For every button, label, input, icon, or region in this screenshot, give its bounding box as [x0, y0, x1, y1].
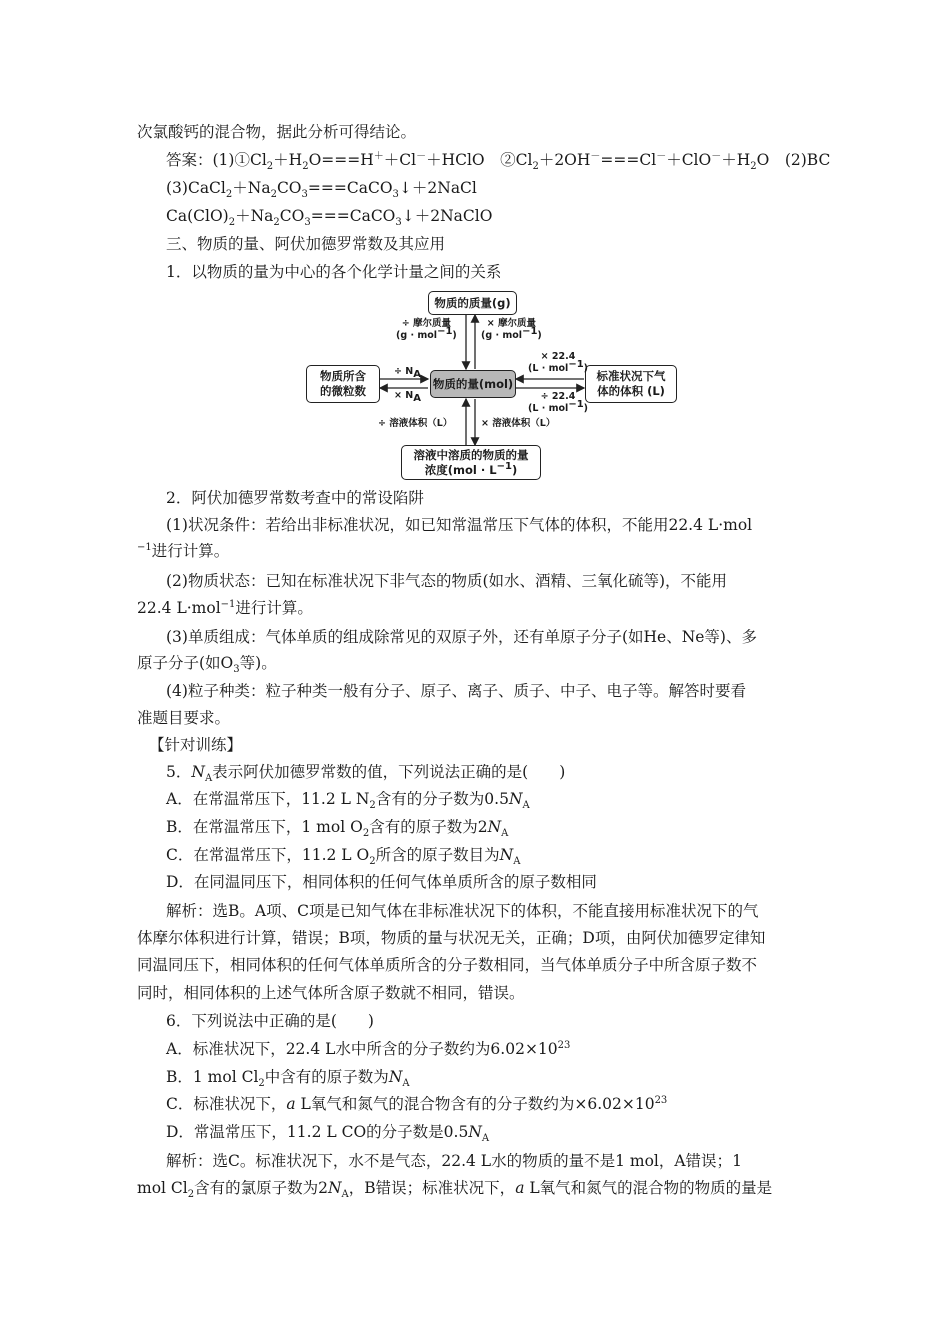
para-1a: (1)状况条件：若给出非标准状况，如已知常温常压下气体的体积，不能用22.4 L·mol	[166, 516, 753, 534]
concentration-label-2: 浓度$(mol \cdot L^{-1})$	[424, 460, 518, 477]
gas-volume-box	[585, 365, 677, 403]
q6-option-b: B．1 mol $Cl_2$中含有的原子数为$N_A$	[166, 1068, 410, 1090]
mass-box	[428, 291, 517, 315]
label-mul-na: × $N_A$	[394, 390, 421, 404]
amount-label: 物质的量(mol)	[432, 376, 514, 391]
gas-volume-label-2: 体的体积 (L)	[597, 384, 665, 398]
particle-label-1: 物质所含	[320, 369, 366, 383]
para-2a: (2)物质状态：已知在标准状况下非气态的物质(如水、酒精、三氧化硫等)，不能用	[166, 572, 728, 590]
q5-option-b: B．在常温常压下，1 mol $O_2$含有的原子数为$2N_A$	[166, 818, 509, 840]
question-5: 5．$N_A$表示阿伏加德罗常数的值，下列说法正确的是( )	[166, 763, 566, 785]
answer-text: 答案：(1)①Cl	[166, 151, 267, 169]
q5-option-c: C．在常温常压下，11.2 L $O_2$所含的原子数目为$N_A$	[166, 846, 521, 868]
subheading-2: 2．阿伏加德罗常数考查中的常设陷阱	[166, 489, 424, 507]
para-3a: (3)单质组成：气体单质的组成除常见的双原子外，还有单原子分子(如He、Ne等)、多	[166, 628, 757, 646]
explanation-5a: 解析：选B。A项、C项是已知气体在非标准状况下的体积，不能直接用标准状况下的气	[166, 902, 759, 920]
q6-option-c: C．标准状况下，a L氧气和氮气的混合物含有的分子数约为$\times 6.02\times 10^{23}$	[166, 1094, 668, 1113]
subheading-1: 1．以物质的量为中心的各个化学计量之间的关系	[166, 263, 502, 281]
label-mul-molar-mass: × 摩尔质量 (g · mol$^{-1}$)	[481, 318, 542, 341]
training-heading: 【针对训练】	[149, 736, 243, 754]
question-6: 6．下列说法中正确的是( )	[166, 1012, 374, 1030]
particle-count-box	[306, 365, 380, 403]
explanation-5b: 体摩尔体积进行计算，错误；B项，物质的量与状况无关，正确；D项，由阿伏加德罗定律知	[137, 929, 766, 947]
gas-volume-label-1: 标准状况下气	[596, 369, 666, 383]
answer-line-2: $(3)CaCl_2+Na_2CO_3===CaCO_3↓+2NaCl$	[166, 179, 477, 201]
explanation-6b: mol $Cl_2$含有的氯原子数为$2N_A$，B错误；标准状况下，a L氧气和氮气的混合物的物质的量是	[137, 1179, 773, 1201]
para-4a: (4)粒子种类：粒子种类一般有分子、原子、离子、质子、中子、电子等。解答时要看	[166, 682, 746, 700]
label-div-22-4: ÷ 22.4 (L · mol$^{-1}$)	[528, 391, 588, 414]
label-mul-22-4: × 22.4 (L · mol$^{-1}$)	[528, 351, 588, 374]
explanation-5d: 同时，相同体积的上述气体所含原子数就不相同，错误。	[137, 984, 525, 1002]
q5-option-a: A．在常温常压下，11.2 L $N_2$含有的分子数为$0.5N_A$	[166, 790, 530, 812]
label-div-molar-mass: ÷ 摩尔质量 (g · mol$^{-1}$)	[396, 318, 457, 341]
concentration-box	[401, 445, 541, 480]
concentration-label-1: 溶液中溶质的物质的量	[413, 447, 529, 462]
q5-option-d: D．在同温同压下，相同体积的任何气体单质所含的原子数相同	[166, 873, 597, 891]
mass-label: 物质的质量(g)	[434, 295, 511, 310]
label-div-na: ÷ $N_A$	[394, 366, 421, 380]
explanation-6a: 解析：选C。标准状况下，水不是气态，22.4 L水的物质的量不是1 mol，A错误；1	[166, 1152, 742, 1170]
para-2b: 22.4 L·mol$^{-1}$进行计算。	[137, 598, 313, 617]
amount-of-substance-box	[430, 370, 516, 398]
para-3b: 原子分子(如$O_3$等)。	[137, 654, 277, 676]
q6-option-a: A．标准状况下，22.4 L水中所含的分子数约为$6.02\times 10^{23}$	[166, 1039, 571, 1058]
para-1b: $^{-1}$进行计算。	[137, 541, 230, 560]
q6-option-d: D．常温常压下，11.2 L CO的分子数是$0.5N_A$	[166, 1123, 490, 1145]
answer-line-3: $Ca(ClO)_2+Na_2CO_3===CaCO_3↓+2NaClO$	[166, 207, 493, 229]
stoichiometry-diagram	[290, 285, 690, 480]
para-4b: 准题目要求。	[137, 709, 231, 727]
particle-label-2: 的微粒数	[320, 384, 366, 398]
answer-line-1: 答案：$(1)①Cl_2+H_2O===H^++Cl^-+HClO$ $②Cl_2+2OH^-===Cl^-+ClO^-+H_2O$ (2)BC	[166, 150, 831, 173]
label-div-solution-volume: ÷ 溶液体积（L）	[378, 418, 453, 429]
text-line: 次氯酸钙的混合物，据此分析可得结论。	[137, 123, 417, 141]
section-heading: 三、物质的量、阿伏加德罗常数及其应用	[166, 235, 446, 253]
label-mul-solution-volume: × 溶液体积（L）	[481, 418, 556, 429]
explanation-5c: 同温同压下，相同体积的任何气体单质所含的分子数相同，当气体单质分子中所含原子数不	[137, 956, 758, 974]
